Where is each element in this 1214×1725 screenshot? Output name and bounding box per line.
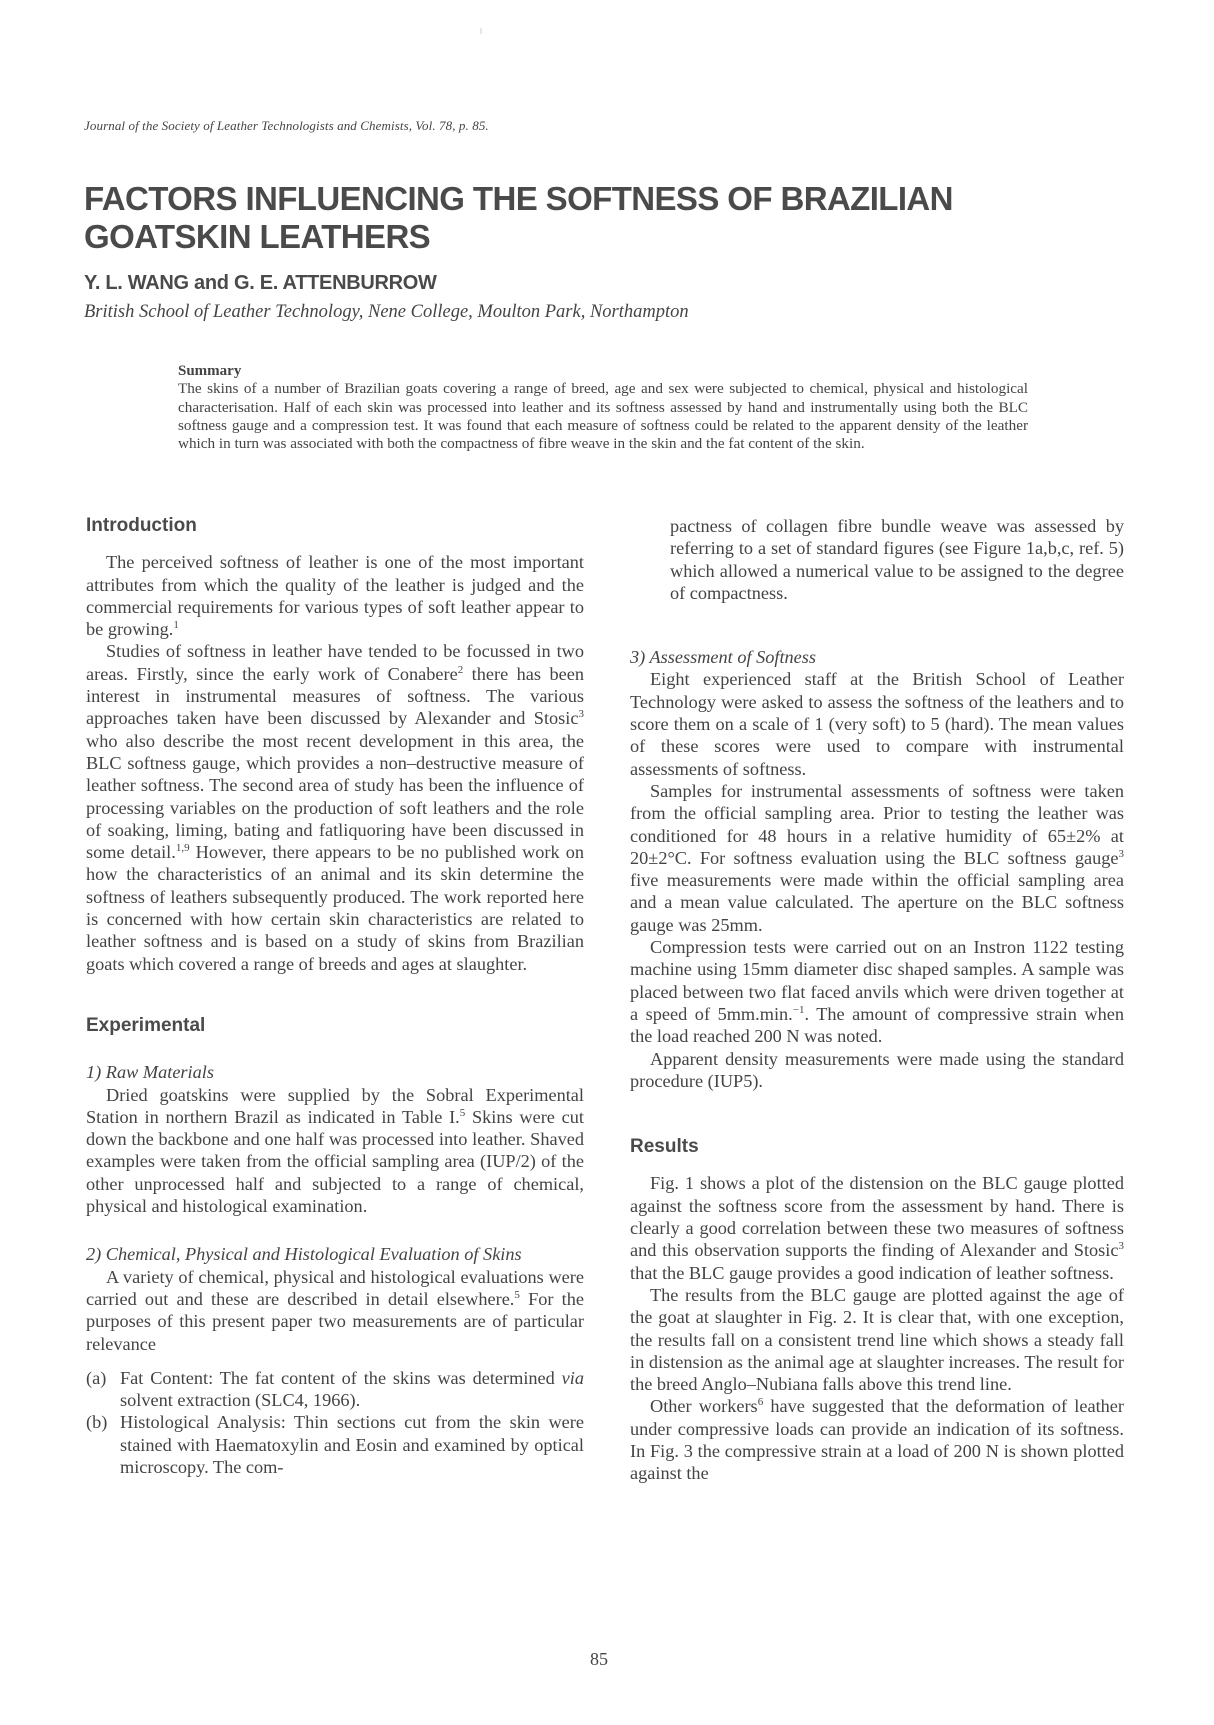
softness-paragraph-2: Samples for instrumental assessments of softness were taken from the official sampling area. Prior to testing the leather was conditioned for 48 hours in a relative humidity of 65±2% at 20±2°C. For softness evaluation using the BLC softness gauge$^3$ five measurements were made within the official sampling area and a mean value calculated. The aperture on the BLC softness gauge was 25mm. [630, 780, 1124, 935]
right-column [630, 515, 1124, 1485]
page-number: 85 [590, 1649, 608, 1669]
raw-materials-paragraph: Dried goatskins were supplied by the Sobral Experimental Station in northern Brazil as indicated in Table I.$^5$ Skins were cut down the backbone and one half was processed into leather. Shaved examples were taken from the official sampling area (IUP/2) of the other unprocessed half and subjected to a range of chemical, physical and histological examination. [86, 1084, 584, 1217]
list-item-histological-analysis: (b) Histological Analysis: Thin sections cut from the skin were stained with Haematoxylin and Eosin and examined by optical microscopy. The com- [86, 1412, 584, 1477]
histology-continuation: pactness of collagen fibre bundle weave was assessed by referring to a set of standard figures (see Figure 1a,b,c, ref. 5) which allowed a numerical value to be assigned to the degree of compactness. [670, 516, 1124, 603]
title-line-1: FACTORS INFLUENCING THE SOFTNESS OF BRAZILIAN [84, 180, 953, 217]
softness-heading: 3) Assessment of Softness [630, 647, 817, 668]
results-paragraph-1: Fig. 1 shows a plot of the distension on the BLC gauge plotted against the softness score from the assessment by hand. There is clearly a good correlation between these two measures of softness and this observation supports the finding of Alexander and Stosic$^3$ that the BLC gauge provides a good indication of leather softness. [630, 1173, 1124, 1283]
authors: Y. L. WANG and G. E. ATTENBURROW [84, 272, 437, 294]
softness-paragraph-4: Apparent density measurements were made using the standard procedure (IUP5). [630, 1048, 1124, 1091]
intro-paragraph-2: Studies of softness in leather have tended to be focussed in two areas. Firstly, since the early work of Conabere$^2$ there has been interest in instrumental measures of softness. The various approaches taken have been discussed by Alexander and Stosic$^3$ who also describe the most recent development in this area, the BLC softness gauge, which provides a non–destructive measure of leather softness. The second area of study has been the influence of processing variables on the production of soft leathers and the role of soaking, liming, bating and fatliquoring have been discussed in some detail.$^{1,9}$ However, there appears to be no published work on how the characteristics of an animal and its skin determine the softness of leathers subsequently produced. The work reported here is concerned with how certain skin characteristics are related to leather softness and is based on a study of skins from Brazilian goats which covered a range of breeds and ages at slaughter. [86, 641, 584, 974]
left-column [86, 515, 584, 1478]
softness-paragraph-3: Compression tests were carried out on an Instron 1122 testing machine using 15mm diameter disc shaped samples. A sample was placed between two flat faced anvils which were driven together at a speed of 5mm.min.$^{-1}$. The amount of compressive strain when the load reached 200 N was noted. [630, 937, 1124, 1047]
summary-text: The skins of a number of Brazilian goats covering a range of breed, age and sex were subjected to chemical, physical and histological characterisation. Half of each skin was processed into leather and its softness assessed by hand and instrumentally using both the BLC softness gauge and a compression test. It was found that each measure of softness could be related to the apparent density of the leather which in turn was associated with both the compactness of fibre weave in the skin and the fat content of the skin. [178, 380, 1028, 453]
scan-artifact [480, 28, 482, 34]
article-title [84, 180, 1124, 256]
title-line-2: GOATSKIN LEATHERS [84, 218, 431, 255]
introduction-heading: Introduction [86, 515, 197, 536]
evaluation-paragraph: A variety of chemical, physical and histological evaluations were carried out and these are described in detail elsewhere.$^5$ For the purposes of this present paper two measurements are of particular relevance [86, 1266, 584, 1354]
summary-heading: Summary [178, 363, 242, 379]
evaluation-heading: 2) Chemical, Physical and Histological Evaluation of Skins [86, 1244, 522, 1265]
journal-citation: Journal of the Society of Leather Technologists and Chemists, Vol. 78, p. 85. [84, 118, 489, 133]
affiliation: British School of Leather Technology, Nene College, Moulton Park, Northampton [84, 302, 689, 322]
experimental-heading: Experimental [86, 1014, 206, 1036]
raw-materials-heading: 1) Raw Materials [86, 1062, 214, 1083]
softness-paragraph-1: Eight experienced staff at the British School of Leather Technology were asked to assess the softness of the leathers and to score them on a scale of 1 (very soft) to 5 (hard). The mean values of these scores were used to compare with instrumental assessments of softness. [630, 669, 1124, 779]
list-item-fat-content: (a) Fat Content: The fat content of the skins was determined via solvent extraction (SLC4, 1966). [86, 1367, 584, 1411]
results-paragraph-2: The results from the BLC gauge are plotted against the age of the goat at slaughter in Fig. 2. It is clear that, with one exception, the results fall on a consistent trend line which shows a steady fall in distension as the animal age at slaughter increases. The result for the breed Anglo–Nubiana falls above this trend line. [630, 1284, 1124, 1395]
intro-paragraph-1: The perceived softness of leather is one of the most important attributes from which the quality of the leather is judged and the commercial requirements for various types of soft leather appear to be growing.$^1$ [86, 552, 584, 640]
results-paragraph-3: Other workers$^6$ have suggested that the deformation of leather under compressive loads can provide an indication of its softness. In Fig. 3 the compressive strain at a load of 200 N is shown plotted against the [630, 1396, 1124, 1484]
results-heading: Results [630, 1136, 699, 1158]
summary-block [178, 362, 1028, 453]
